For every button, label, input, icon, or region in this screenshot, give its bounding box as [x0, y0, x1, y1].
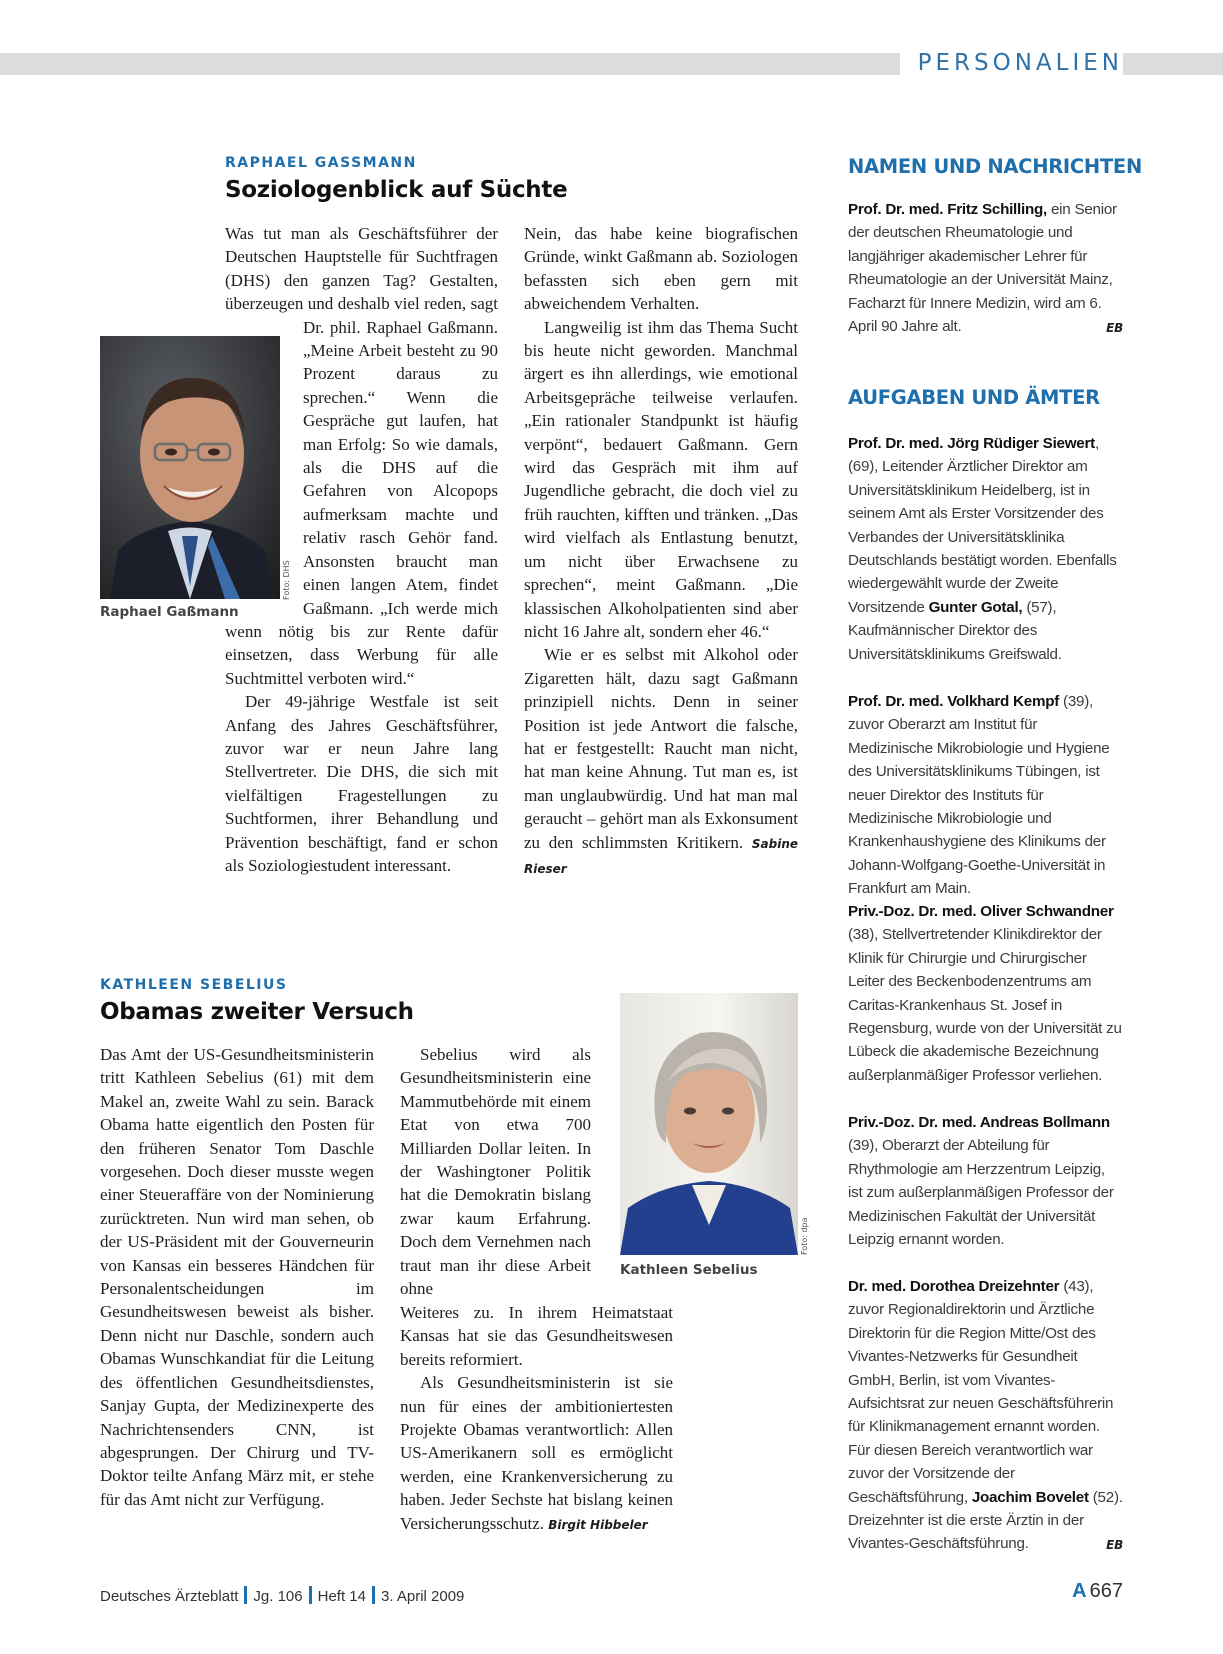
- footer-date: 3. April 2009: [381, 1588, 465, 1605]
- sidebar-news-heading: NAMEN UND NACHRICHTEN: [848, 155, 1142, 178]
- article1-column-2: [524, 222, 798, 881]
- sidebar-duty-entry: Priv.-Doz. Dr. med. Andreas Bollmann (39), Oberarzt der Abteilung für Rhythmologie am Herzzentrum Leipzig, ist zum außerplanmäßigen Professor der Medizinischen Fakultät der Universität Leipzig ernannt worden.: [848, 1114, 1114, 1249]
- footer-volume: Jg. 106: [253, 1588, 303, 1605]
- section-label: PERSONALIEN: [900, 48, 1123, 78]
- footer-citation: [100, 1586, 464, 1605]
- photo-wrap-spacer: [225, 316, 303, 597]
- article2-photo-credit: Foto: dpa: [800, 1217, 809, 1255]
- footer-journal: Deutsches Ärzteblatt: [100, 1588, 239, 1605]
- kathleen-sebelius-photo: [620, 993, 798, 1255]
- sidebar-signature: EB: [1106, 1538, 1123, 1553]
- article2-kicker: KATHLEEN SEBELIUS: [100, 977, 288, 993]
- article1-kicker: RAPHAEL GASSMANN: [225, 155, 417, 171]
- footer-issue: Heft 14: [317, 1588, 366, 1605]
- sidebar-duty-entry: Prof. Dr. med. Jörg Rüdiger Siewert, (69), Leitender Ärztlicher Direktor am Universitätsklinikum Heidelberg, ist in seinem Amt als Erster Vorsitzender des Verbandes der Universitätsklinika Deutschlands bestätigt worden. Ebenfalls wiedergewählt wurde der Zweite Vorsitzende Gunter Gotal, (57), Kaufmännischer Direktor des Universitätsklinikums Greifswald.: [848, 435, 1117, 663]
- sidebar-signature: EB: [1106, 321, 1123, 336]
- article1-column-1: [225, 222, 498, 877]
- sidebar-duty-entry: Dr. med. Dorothea Dreizehnter (43), zuvor Regionaldirektorin und Ärztliche Direktorin für die Region Mitte/Ost des Vivantes-Netzwerks für Gesundheit GmbH, Berlin, ist vom Vivantes-Aufsichtsrat zur neuen Geschäftsführerin für Klinikmanagement ernannt worden. Für diesen Bereich verantwortlich war zuvor der Vorsitzende der Geschäftsführung, Joachim Bovelet (52). Dreizehnter ist die erste Ärztin in der Vivantes-Geschäftsführung. EB: [848, 1275, 1123, 1558]
- article2-column-1: [100, 1043, 374, 1511]
- sidebar-duties-heading: AUFGABEN UND ÄMTER: [848, 386, 1100, 409]
- article2-headline: Obamas zweiter Versuch: [100, 999, 414, 1025]
- article1-caption: Raphael Gaßmann: [100, 604, 239, 620]
- article1-photo-credit: Foto: DHS: [282, 560, 291, 600]
- portrait-illustration: [620, 993, 798, 1255]
- sidebar-duty-entry: Prof. Dr. med. Volkhard Kempf (39), zuvor Oberarzt am Institut für Medizinische Mikrobiologie und Hygiene des Universitätsklinikums Tübingen, ist neuer Direktor des Instituts für Medizinische Mikrobiologie und Krankenhaushygiene des Klinikums der Johann-Wolfgang-Goethe-Universität in Frankfurt am Main.: [848, 693, 1110, 898]
- article2-paragraph: Als Gesundheitsministerin ist sie nun für eines der ambitioniertesten Projekte Obamas verantwortlich: Allen US-Amerikanern soll es ermöglicht werden, eine Krankenversicherung zu haben. Jeder Sechste hat bislang keinen Versicherungsschutz. Birgit Hibbeler: [400, 1373, 673, 1533]
- article1-author: Sabine Rieser: [524, 836, 799, 876]
- article2-column-2-top: [400, 1043, 591, 1300]
- article2-caption: Kathleen Sebelius: [620, 1262, 758, 1278]
- article1-paragraph: Wie er es selbst mit Alkohol oder Zigaretten hält, dazu sagt Gaßmann prinzipiell nichts. Denn in seiner Position ist jede Antwort die falsche, hat er festgestellt: Raucht man nicht, hat man keine Ahnung. Tut man es, ist man unglaubwürdig. Und hat man mal geraucht – gehört man als Exkonsument zu den schlimmsten Kritikern. Sabine Rieser: [524, 645, 799, 876]
- article1-paragraph: Der 49-jährige Westfale ist seit Anfang des Jahres Geschäftsführer, zuvor war er neun Jahre lang Stellvertreter. Die DHS, die sich mit vielfältigen Fragestellungen zu Suchtformen, ihrer Behandlung und Prävention beschäftigt, fand er schon als Soziologiestudent interessant.: [225, 692, 498, 875]
- page-number: A 667: [1072, 1580, 1123, 1602]
- article2-author: Birgit Hibbeler: [548, 1517, 648, 1532]
- article2-paragraph: Sebelius wird als Gesundheitsministerin eine Mammutbehörde mit einem Etat von etwa 700 Milliarden Dollar leiten. In der Washingtoner Politik hat die Demokratin bislang zwar kaum Erfahrung. Doch dem Vernehmen nach traut man ihr diese Arbeit ohne: [400, 1045, 591, 1299]
- sidebar-news-entry: Prof. Dr. med. Fritz Schilling, ein Senior der deutschen Rheumatologie und langjähriger akademischer Lehrer für Rheumatologie an der Universität Mainz, Facharzt für Innere Medizin, wird am 6. April 90 Jahre alt. EB: [848, 198, 1123, 340]
- sidebar-duty-entry: Priv.-Doz. Dr. med. Oliver Schwandner (38), Stellvertretender Klinikdirektor der Klinik für Chirurgie und Chirurgischer Leiter des Beckenbodenzentrums am Caritas-Krankenhaus St. Josef in Regensburg, wurde von der Universität zu Lübeck die akademische Bezeichnung außerplanmäßiger Professor verliehen.: [848, 903, 1122, 1084]
- article1-headline: Soziologenblick auf Süchte: [225, 177, 568, 203]
- article1-paragraph: Nein, das habe keine biografischen Gründe, winkt Gaßmann ab. Soziologen befassten sich eben gern mit abweichendem Verhalten.: [524, 224, 798, 314]
- article2-column-2-bottom: [400, 1301, 673, 1537]
- article1-paragraph: Langweilig ist ihm das Thema Sucht bis heute nicht geworden. Manchmal ärgert es ihn allerdings, wie emotional Arbeitsgepräche teilweise verlaufen. „Ein rationaler Standpunkt ist häufig verpönt“, bedauert Gaßmann. Gern wird das Gespräch mit ihm auf Jugendliche gebracht, die doch viel zu früh rauchten, kifften und tränken. „Das wird vielfach als Entlastung benutzt, um nicht über Erwachsene zu sprechen“, meint Gaßmann. „Die klassischen Alkoholpatienten sind aber nicht 16 Jahre alt, sondern eher 46.“: [524, 317, 798, 641]
- article2-paragraph: Weiteres zu. In ihrem Heimatstaat Kansas hat sie das Gesundheitswesen bereits reformiert.: [400, 1303, 673, 1369]
- article1-paragraph: Was tut man als Geschäftsführer der Deutschen Hauptstelle für Suchtfragen (DHS) den ganzen Tag? Gestalten, überzeugen und deshalb viel reden, sagt Dr. phil. Raphael Gaßmann. „Meine Arbeit besteht zu 90 Prozent daraus zu sprechen.“ Wenn die Gespräche gut laufen, hat man Erfolg: So wie damals, als die DHS auf die Gefahren von Alcopops aufmerksam machte und relativ rasch Gehör fand. Ansonsten braucht man einen langen Atem, findet Gaßmann. „Ich werde mich wenn nötig bis zur Rente dafür einsetzen, dass Werbung für alle Suchtmittel verboten wird.“: [225, 224, 498, 688]
- article2-paragraph: Das Amt der US-Gesundheitsministerin tritt Kathleen Sebelius (61) mit dem Makel an, zweite Wahl zu sein. Barack Obama hatte eigentlich den Posten für den früheren Senator Tom Daschle vorgesehen. Doch dieser musste wegen einer Steueraffäre von der Nominierung zurücktreten. Nun wird man sehen, ob der US-Präsident mit der Gouverneurin von Kansas ein besseres Händchen für Personalentscheidungen im Gesundheitswesen beweist als bisher. Denn nicht nur Daschle, sondern auch Obamas Wunschkandiat für die Leitung des öffentlichen Gesundheitsdienstes, Sanjay Gupta, der Medizinexperte des Nachrichtensenders CNN, ist abgesprungen. Der Chirurg und TV-Doktor teilte Anfang März mit, er stehe für das Amt nicht zur Verfügung.: [100, 1045, 374, 1509]
